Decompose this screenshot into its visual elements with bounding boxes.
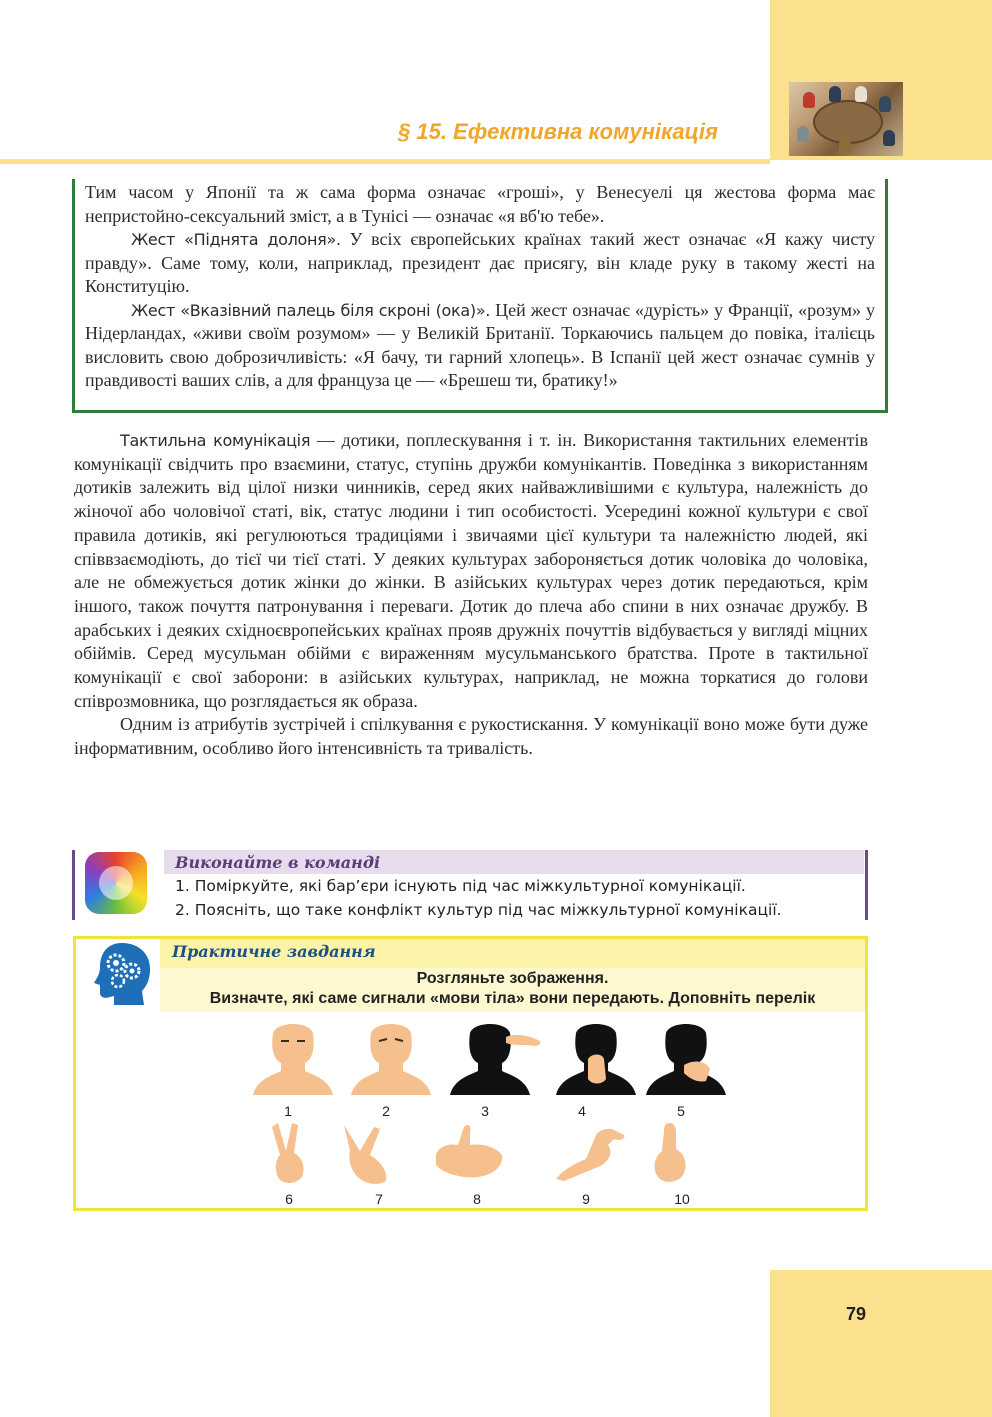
gesture-image-1 — [251, 1019, 335, 1095]
gesture-number-7: 7 — [375, 1191, 383, 1207]
section-title: § 15. Ефективна комунікація — [398, 119, 718, 144]
main-text — [74, 429, 868, 761]
gesture-image-5 — [644, 1019, 728, 1095]
team-task-item-2: 2. Поясніть, що таке конфлікт культур під час міжкультурної комунікації. — [175, 901, 782, 919]
practice-task-box — [73, 936, 868, 1211]
gesture-image-3 — [448, 1019, 544, 1095]
tactile-paragraph — [74, 429, 868, 713]
gesture-image-10 — [650, 1121, 690, 1187]
team-task-box — [72, 850, 868, 920]
gesture-number-4: 4 — [578, 1103, 586, 1119]
gesture-image-6 — [268, 1121, 312, 1187]
meeting-photo — [789, 82, 903, 156]
gesture-image-8 — [434, 1121, 506, 1181]
gesture-number-8: 8 — [473, 1191, 481, 1207]
hands-icon — [85, 852, 147, 914]
gesture-paragraph-2 — [85, 228, 875, 299]
gesture-image-2 — [349, 1019, 433, 1095]
tactile-term: Тактильна комунікація — [120, 431, 311, 450]
gesture-meanings-box — [72, 179, 888, 413]
gesture-finger-temple-term: Жест «Вказівний палець біля скроні (ока)». — [131, 300, 491, 320]
gesture-paragraph-3 — [85, 299, 875, 393]
gesture-paragraph-1: Тим часом у Японії та ж сама форма означає «гроші», у Венесуелі ця жестова форма має непристойно-сексуальний зміст, а в Тунісі — означає «я вб'ю тебе». — [85, 182, 875, 226]
gesture-number-9: 9 — [582, 1191, 590, 1207]
handshake-paragraph: Одним із атрибутів зустрічей і спілкування є рукостискання. У комунікації воно може бути дуже інформативним, особливо його інтенсивність та тривалість. — [74, 714, 868, 759]
head-gears-icon — [92, 939, 152, 1007]
gesture-number-3: 3 — [481, 1103, 489, 1119]
gesture-number-6: 6 — [285, 1191, 293, 1207]
gesture-image-9 — [554, 1123, 628, 1183]
team-task-item-1: 1. Поміркуйте, які бар’єри існують під час міжкультурної комунікації. — [175, 877, 746, 895]
gesture-finger-temple-text: Цей жест означає «дурість» у Франції, «розум» у Нідерландах, «живи своїм розумом» — у Великій Британії. Торкаючись пальцем до повіка, італієць висловить свою доброзичливість: «Я бачу, ти гарний хлопець». В Іспанії цей жест означає сумнів у правдивості ваших слів, а для француза це — «Брешеш ти, братику!» — [85, 299, 876, 390]
page-number-tab — [770, 1270, 992, 1417]
gesture-image-4 — [554, 1019, 638, 1095]
header-underline — [0, 159, 770, 164]
tactile-text: — дотики, поплескування і т. ін. Використання тактильних елементів комунікації свідчить про взаємини, статус, ступінь дружби комунікантів. Поведінка з використанням дотиків залежить від цілої низки чинників, серед яких найважливішими є культура, належність до жіночої або чоловічої статі, вік, статус людини і тип особистості. Усередині кожної культури є свої правила дотиків, які регулюються традиціями і звичаями цієї культури та належністю людей, які співвзаємодіють, до тієї чи тієї статі. У деяких культурах забороняється дотик чоловіка до чоловіка, але не обмежується дотик жінки до жінки. В азійських культурах через дотик передаються, крім іншого, також почуття патронування і переваги. Дотик до плеча або спини в них означає дружбу. В арабських і деяких східноєвропейських країнах прояв дружніх почуттів відбувається у вигляді міцних обіймів. Серед мусульман обійми є вираженням мусульманського братства. Проте в тактильної комунікації є свої заборони: в азійських культурах, наприклад, не можна торкатися до голови співрозмовника, що розглядається як образа. — [74, 430, 869, 711]
gesture-image-7 — [340, 1121, 404, 1187]
gesture-raised-palm-text: У всіх європейських країнах такий жест означає «Я кажу чисту правду». Саме тому, коли, наприклад, президент дає присягу, він кладе руку в такому жесті на Конституцію. — [85, 229, 875, 296]
page-number: 79 — [846, 1304, 867, 1324]
gesture-number-2: 2 — [382, 1103, 390, 1119]
gesture-number-1: 1 — [284, 1103, 292, 1119]
practice-instruction-2: Визначте, які саме сигнали «мови тіла» вони передають. Доповніть перелік — [209, 990, 816, 1007]
team-task-title: Виконайте в команді — [175, 853, 381, 872]
gesture-raised-palm-term: Жест «Піднята долоня». — [131, 230, 341, 249]
practice-task-title: Практичне завдання — [172, 942, 376, 961]
gesture-number-10: 10 — [674, 1191, 690, 1207]
gesture-number-5: 5 — [677, 1103, 685, 1119]
practice-instruction-1: Розгляньте зображення. — [416, 970, 609, 987]
